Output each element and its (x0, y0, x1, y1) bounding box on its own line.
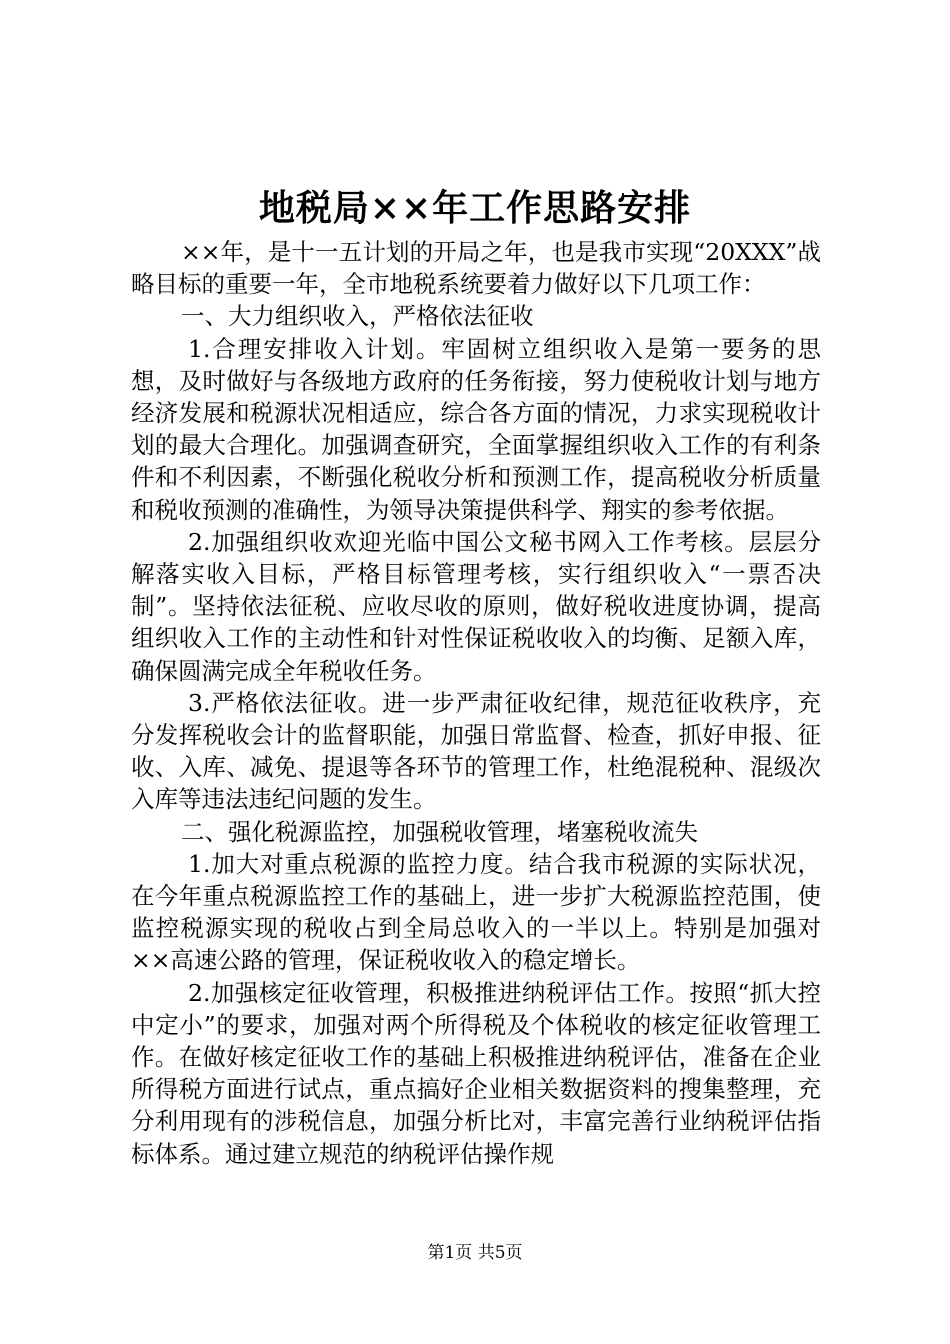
paragraph-1-1: 1.合理安排收入计划。牢固树立组织收入是第一要务的思想，及时做好与各级地方政府的任务衔接，努力使税收计划与地方经济发展和税源状况相适应，综合各方面的情况，力求实现税收计划的最大合理化。加强调查研究，全面掌握组织收入工作的有利条件和不利因素，不断强化税收分析和预测工作，提高税收分析质量和税收预测的准确性，为领导决策提供科学、翔实的参考依据。 (131, 334, 821, 524)
paragraph-1-2: 2.加强组织收欢迎光临中国公文秘书网入工作考核。层层分解落实收入目标，严格目标管理考核，实行组织收入“一票否决制”。坚持依法征税、应收尽收的原则，做好税收进度协调，提高组织收入工作的主动性和针对性保证税收收入的均衡、足额入库，确保圆满完成全年税收任务。 (131, 527, 821, 685)
paragraph-2-2: 2.加强核定征收管理，积极推进纳税评估工作。按照“抓大控中定小”的要求，加强对两个所得税及个体税收的核定征收管理工作。在做好核定征收工作的基础上积极推进纳税评估，准备在企业所得税方面进行试点，重点搞好企业相关数据资料的搜集整理，充分利用现有的涉税信息，加强分析比对，丰富完善行业纳税评估指标体系。通过建立规范的纳税评估操作规 (131, 978, 821, 1168)
page-number-footer: 第1页 共5页 (427, 1243, 523, 1263)
document-title: 地税局××年工作思路安排 (258, 187, 692, 229)
intro-paragraph: ××年，是十一五计划的开局之年，也是我市实现“20XXX”战略目标的重要一年，全市地税系统要着力做好以下几项工作： (131, 238, 821, 299)
paragraph-2-1: 1.加大对重点税源的监控力度。结合我市税源的实际状况，在今年重点税源监控工作的基础上，进一步扩大税源监控范围，使监控税源实现的税收占到全局总收入的一半以上。特别是加强对××高速公路的管理，保证税收收入的稳定增长。 (131, 849, 821, 975)
section-heading-1: 一、大力组织收入，严格依法征收 (181, 302, 534, 331)
section-heading-2: 二、强化税源监控，加强税收管理，堵塞税收流失 (181, 817, 698, 846)
paragraph-1-3: 3.严格依法征收。进一步严肃征收纪律，规范征收秩序，充分发挥税收会计的监督职能，加强日常监督、检查，抓好申报、征收、入库、减免、提退等各环节的管理工作，杜绝混税种、混级次入库等违法违纪问题的发生。 (131, 688, 821, 814)
document-body (131, 236, 821, 1170)
